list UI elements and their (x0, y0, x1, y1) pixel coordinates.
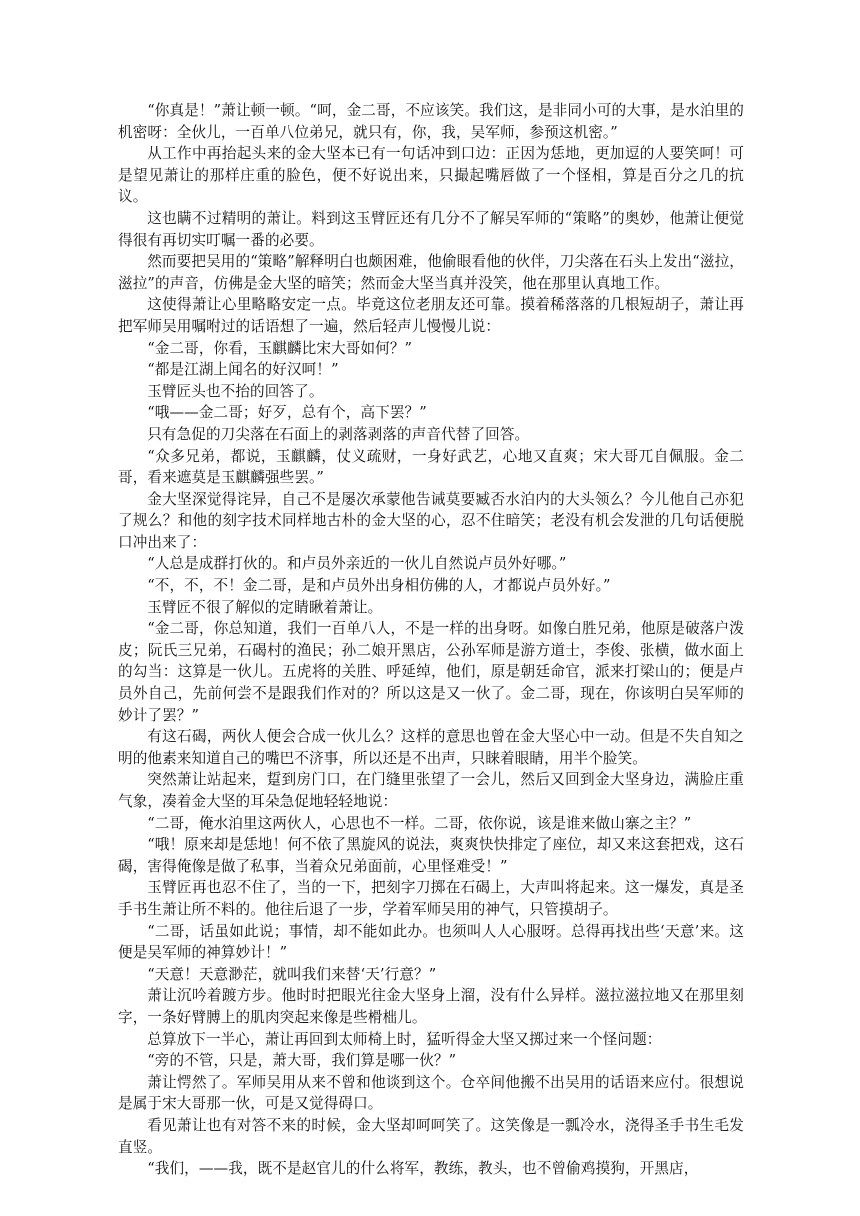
paragraph: “我们，——我，既不是赵官儿的什么将军，教练，教头，也不曾偷鸡摸狗，开黑店， (147, 1160, 699, 1178)
paragraph: 玉臂匠再也忍不住了，当的一下，把刻字刀掷在石碣上，大声叫将起来。这一爆发，真是圣手书生萧让所不料的。他往后退了一步，学着军师吴用的神气，只管摸胡子。 (118, 879, 744, 918)
paragraph: 然而要把吴用的“策略”解释明白也颇困难，他偷眼看他的伙伴，刀尖落在石头上发出“滋拉，滋拉”的声音，仿佛是金大坚的暗笑；然而金大坚当真并没笑，他在那里认真地工作。 (118, 253, 744, 292)
paragraph: 总算放下一半心，萧让再回到太师椅上时，猛听得金大坚又掷过来一个怪问题： (147, 1030, 662, 1048)
paragraph: “哦——金二哥；好歹，总有个，高下罢？” (147, 404, 427, 422)
paragraph: “金二哥，你看，玉麒麟比宋大哥如何？” (147, 339, 413, 357)
paragraph: 这使得萧让心里略略安定一点。毕竟这位老朋友还可靠。摸着稀落落的几根短胡子，萧让再把军师吴用嘱咐过的话语想了一遍，然后轻声儿慢慢儿说： (118, 296, 744, 335)
paragraph: 萧让沉吟着踱方步。他时时把眼光往金大坚身上溜，没有什么异样。滋拉滋拉地又在那里刻字，一条好臂膊上的肌肉突起来像是些榾柮儿。 (118, 987, 744, 1026)
paragraph: “众多兄弟，都说，玉麒麟，仗义疏财，一身好武艺，心地又直爽；宋大哥兀自佩服。金二哥，看来遮莫是玉麒麟强些罢。” (118, 447, 744, 487)
paragraph: 玉臂匠不很了解似的定睛瞅着萧让。 (147, 598, 383, 616)
paragraph: “金二哥，你总知道，我们一百单八人，不是一样的出身呀。如像白胜兄弟，他原是破落户泼皮；阮氏三兄弟，石碣村的渔民；孙二娘开黑店，公孙军师是游方道士，李俊、张横，做水面上的勾当：这算是一伙儿。五虎将的关胜、呼延绰，他们，原是朝廷命官，派来打梁山的；便是卢员外自己，先前何尝不是跟我们作对的？所以这是又一伙了。金二哥，现在，你该明白吴军师的妙计了罢？” (118, 620, 744, 724)
paragraph: “都是江湖上闻名的好汉呵！” (147, 361, 339, 379)
paragraph: “哦！原来却是恁地！何不依了黑旋风的说法，爽爽快快排定了座位，却又来这套把戏，这石碣，害得俺像是做了私事，当着众兄弟面前，心里怪难受！” (118, 836, 744, 875)
paragraph: 有这石碣，两伙人便会合成一伙儿么？这样的意思也曾在金大坚心中一动。但是不失自知之明的他素来知道自己的嘴巴不济事，所以还是不出声，只睐着眼睛，用半个脸笑。 (118, 728, 744, 767)
paragraph: “不，不，不！金二哥，是和卢员外出身相仿佛的人，才都说卢员外好。” (147, 577, 611, 595)
paragraph: “天意！天意渺茫，就叫我们来替‘天’行意？” (147, 965, 437, 983)
paragraph: “二哥，俺水泊里这两伙人，心思也不一样。二哥，依你说，该是谁来做山寨之主？” (147, 814, 692, 832)
paragraph: 只有急促的刀尖落在石面上的剥落剥落的声音代替了回答。 (147, 425, 530, 443)
paragraph: “你真是！”萧让顿一顿。“呵，金二哥，不应该笑。我们这，是非同小可的大事，是水泊里的机密呀：全伙儿，一百单八位弟兄，就只有，你，我，吴军师，参预这机密。” (118, 102, 744, 141)
paragraph: “旁的不管，只是，萧大哥，我们算是哪一伙？” (147, 1052, 457, 1070)
document-body (118, 100, 744, 1180)
paragraph: “二哥，话虽如此说；事情，却不能如此办。也须叫人人心服呀。总得再找出些‘天意’来。这便是吴军师的神算妙计！” (118, 922, 744, 962)
paragraph: 突然萧让站起来，踅到房门口，在门缝里张望了一会儿，然后又回到金大坚身边，满脸庄重气象，凑着金大坚的耳朵急促地轻轻地说： (118, 771, 744, 810)
paragraph: 这也瞒不过精明的萧让。料到这玉臂匠还有几分不了解吴军师的“策略”的奥妙，他萧让便觉得很有再切实叮嘱一番的必要。 (118, 209, 744, 249)
paragraph: 看见萧让也有对答不来的时候，金大坚却呵呵笑了。这笑像是一瓢冷水，浇得圣手书生毛发直竖。 (118, 1116, 744, 1156)
paragraph: 金大坚深觉得诧异，自己不是屡次承蒙他告诫莫要臧否水泊内的大头领么？今儿他自己亦犯了规么？和他的刻字技术同样地古朴的金大坚的心，忍不住暗笑；老没有机会发泄的几句话便脱口冲出来了： (118, 490, 744, 551)
paragraph: 从工作中再抬起头来的金大坚本已有一句话冲到口边：正因为恁地，更加逗的人要笑呵！可是望见萧让的那样庄重的脸色，便不好说出来，只撮起嘴唇做了一个怪相，算是百分之几的抗议。 (118, 145, 744, 206)
paragraph: 萧让愕然了。军师吴用从来不曾和他谈到这个。仓卒间他搬不出吴用的话语来应付。很想说是属于宋大哥那一伙，可是又觉得碍口。 (118, 1073, 744, 1113)
paragraph: 玉臂匠头也不抬的回答了。 (147, 382, 324, 400)
paragraph: “人总是成群打伙的。和卢员外亲近的一伙儿自然说卢员外好哪。” (147, 555, 567, 573)
